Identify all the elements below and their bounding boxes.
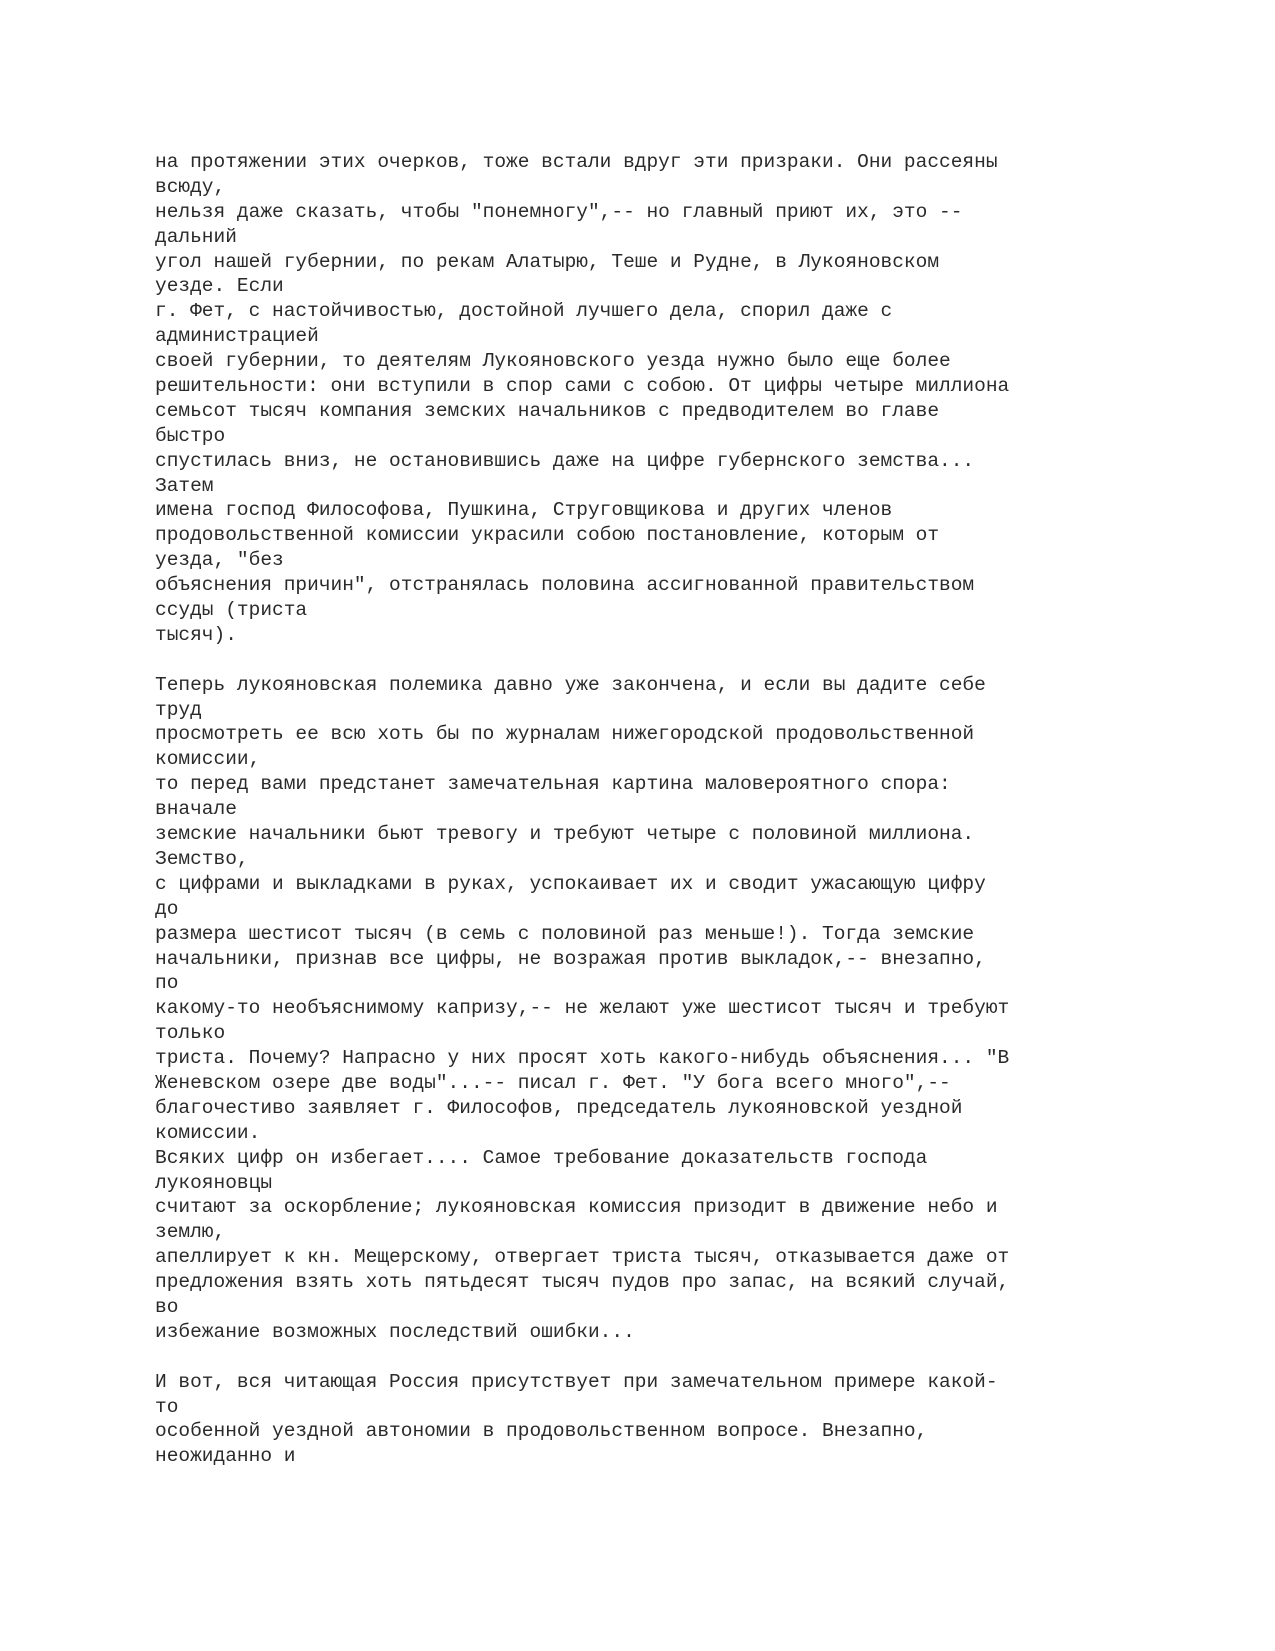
text-line: Затем bbox=[155, 474, 214, 497]
text-line: администрацией bbox=[155, 325, 319, 348]
text-line: уезде. Если bbox=[155, 275, 284, 298]
text-line: размера шестисот тысяч (в семь с половиной раз меньше!). Тогда земские bbox=[155, 922, 975, 945]
text-line: г. Фет, с настойчивостью, достойной лучшего дела, спорил даже с bbox=[155, 300, 893, 323]
text-line: триста. Почему? Напрасно у них просят хоть какого-нибудь объяснения... "В bbox=[155, 1047, 1010, 1070]
text-line: комиссии. bbox=[155, 1121, 261, 1144]
text-line: решительности: они вступили в спор сами с собою. От цифры четыре миллиона bbox=[155, 375, 1010, 398]
text-line: Теперь лукояновская полемика давно уже закончена, и если вы дадите себе bbox=[155, 673, 986, 696]
text-line: по bbox=[155, 972, 179, 995]
text-line: с цифрами и выкладками в руках, успокаивает их и сводит ужасающую цифру bbox=[155, 872, 986, 895]
text-line: дальний bbox=[155, 225, 237, 248]
text-line: нельзя даже сказать, чтобы "понемногу",-- но главный приют их, это -- bbox=[155, 200, 963, 223]
text-line: лукояновцы bbox=[155, 1171, 273, 1194]
text-line: считают за оскорбление; лукояновская комиссия призодит в движение небо и bbox=[155, 1196, 998, 1219]
text-line: объяснения причин", отстранялась половина ассигнованной правительством bbox=[155, 574, 975, 597]
text-line: Женевском озере две воды"...-- писал г. Фет. "У бога всего много",-- bbox=[155, 1071, 951, 1094]
text-line: на протяжении этих очерков, тоже встали вдруг эти призраки. Они рассеяны bbox=[155, 151, 998, 173]
text-line: вначале bbox=[155, 798, 237, 821]
text-line: предложения взять хоть пятьдесят тысяч пудов про запас, на всякий случай, bbox=[155, 1271, 1010, 1294]
text-line: избежание возможных последствий ошибки... bbox=[155, 1320, 635, 1343]
text-line: спустилась вниз, не остановившись даже на цифре губернского земства... bbox=[155, 449, 975, 472]
document-text bbox=[155, 150, 1155, 1469]
text-line: только bbox=[155, 1022, 226, 1045]
text-line: благочестиво заявляет г. Философов, председатель лукояновской уездной bbox=[155, 1096, 963, 1119]
text-line: И вот, вся читающая Россия присутствует при замечательном примере какой- bbox=[155, 1370, 998, 1393]
text-line: то bbox=[155, 1395, 179, 1418]
text-line: начальники, признав все цифры, не возражая против выкладок,-- внезапно, bbox=[155, 947, 986, 970]
blank-line bbox=[155, 648, 1155, 673]
text-line: своей губернии, то деятелям Лукояновского уезда нужно было еще более bbox=[155, 350, 951, 373]
text-line: труд bbox=[155, 698, 202, 721]
text-line: то перед вами предстанет замечательная картина маловероятного спора: bbox=[155, 773, 951, 796]
text-line: до bbox=[155, 897, 179, 920]
text-line: Земство, bbox=[155, 847, 249, 870]
text-line: землю, bbox=[155, 1221, 226, 1244]
text-line: продовольственной комиссии украсили собою постановление, которым от bbox=[155, 524, 940, 547]
text-line: всюду, bbox=[155, 175, 226, 198]
text-line: быстро bbox=[155, 424, 226, 447]
text-line: уезда, "без bbox=[155, 549, 284, 572]
text-line: комиссии, bbox=[155, 748, 261, 771]
text-line: апеллирует к кн. Мещерскому, отвергает триста тысяч, отказывается даже от bbox=[155, 1246, 1010, 1269]
text-line: земские начальники бьют тревогу и требуют четыре с половиной миллиона. bbox=[155, 823, 975, 846]
text-line: какому-то необъяснимому капризу,-- не желают уже шестисот тысяч и требуют bbox=[155, 997, 1010, 1020]
text-line: ссуды (триста bbox=[155, 599, 308, 622]
text-line: особенной уездной автономии в продовольственном вопросе. Внезапно, bbox=[155, 1420, 928, 1443]
text-line: просмотреть ее всю хоть бы по журналам нижегородской продовольственной bbox=[155, 723, 975, 746]
text-line: угол нашей губернии, по рекам Алатырю, Теше и Рудне, в Лукояновском bbox=[155, 250, 940, 273]
text-line: во bbox=[155, 1295, 179, 1318]
text-line: имена господ Философова, Пушкина, Струговщикова и других членов bbox=[155, 499, 893, 522]
blank-line bbox=[155, 1345, 1155, 1370]
text-line: Всяких цифр он избегает.... Самое требование доказательств господа bbox=[155, 1146, 928, 1169]
text-line: неожиданно и bbox=[155, 1445, 296, 1468]
text-line: тысяч). bbox=[155, 623, 237, 646]
text-line: семьсот тысяч компания земских начальников с предводителем во главе bbox=[155, 399, 940, 422]
